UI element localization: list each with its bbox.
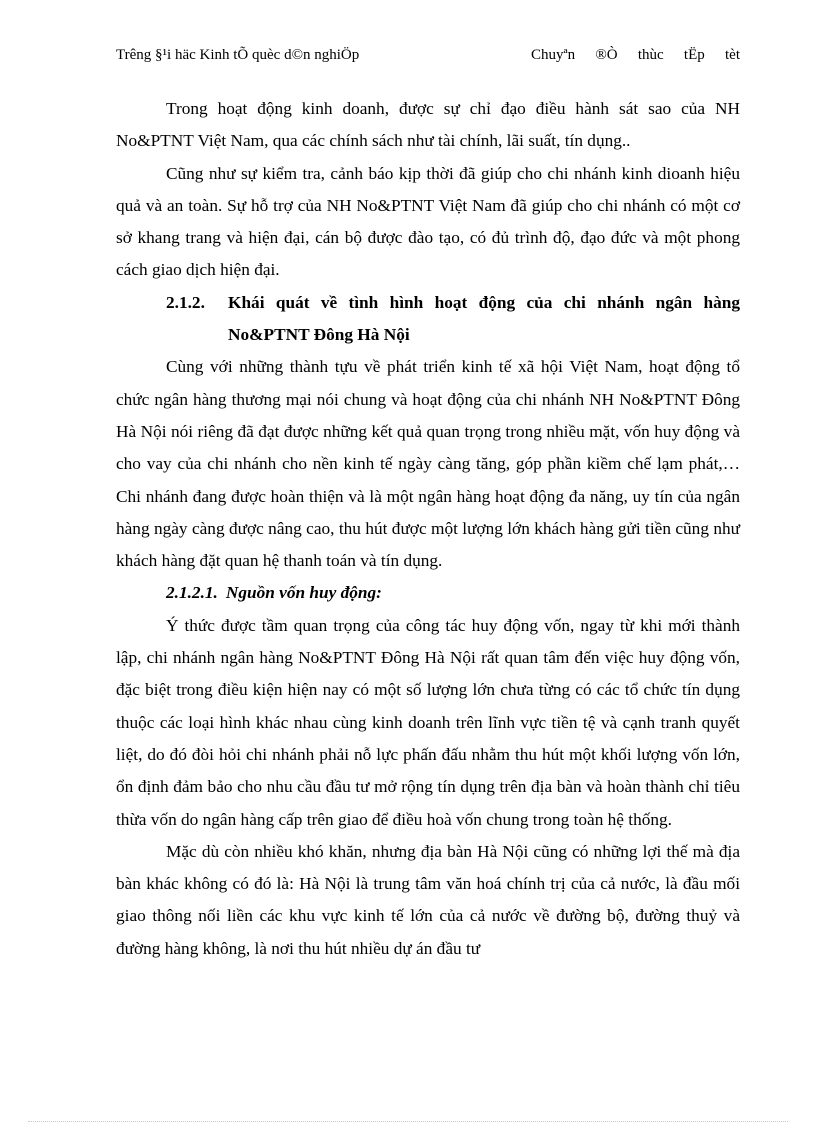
section-heading-2-1-2 <box>116 287 740 352</box>
subsection-title: Nguồn vốn huy động: <box>225 583 382 603</box>
header-left-text: Trêng §¹i häc Kinh tÕ quèc d©n nghiÖp <box>116 47 360 63</box>
subsection-number: 2.1.2.1. <box>166 583 218 603</box>
paragraph-1: Trong hoạt động kinh doanh, được sự chỉ đạo điều hành sát sao của NH No&PTNT Việt Nam, qua các chính sách như tài chính, lãi suất, tín dụng.. <box>116 99 740 151</box>
section-number: 2.1.2. <box>166 292 205 312</box>
document-body <box>116 93 740 965</box>
paragraph-2: Cũng như sự kiểm tra, cảnh báo kịp thời đã giúp cho chi nhánh kinh dioanh hiệu quả và an toàn. Sự hỗ trợ của NH No&PTNT Việt Nam đã giúp cho chi nhánh có một cơ sở khang trang và hiện đại, cán bộ được đào tạo, có đủ trình độ, đạo đức và một phong cách giao dịch hiện đại. <box>116 163 740 280</box>
paragraph-4: Ý thức được tầm quan trọng của công tác huy động vốn, ngay từ khi mới thành lập, chi nhánh ngân hàng No&PTNT Đông Hà Nội rất quan tâm đến việc huy động vốn, đặc biệt trong điều kiện hiện nay có một số lượng lớn chưa từng có các tổ chức tín dụng thuộc các loại hình khác nhau cùng kinh doanh trên lĩnh vực tiền tệ và cạnh tranh quyết liệt, do đó đòi hỏi chi nhánh phải nỗ lực phấn đấu nhằm thu hút một khối lượng vốn lớn, ổn định đảm bảo cho nhu cầu đầu tư mở rộng tín dụng trên địa bàn và hoàn thành chỉ tiêu thừa vốn do ngân hàng cấp trên giao để điều hoà vốn chung trong toàn hệ thống. <box>116 615 740 829</box>
subsection-heading-2-1-2-1 <box>116 577 740 609</box>
page-bottom-dotted-line <box>28 1121 788 1122</box>
section-title: Khái quát về tình hình hoạt động của chi nhánh ngân hàng No&PTNT Đông Hà Nội <box>228 292 740 345</box>
paragraph-5: Mặc dù còn nhiều khó khăn, nhưng địa bàn Hà Nội cũng có những lợi thế mà địa bàn khác không có đó là: Hà Nội là trung tâm văn hoá chính trị của cả nước, là đầu mối giao thông nối liền các khu vực kinh tế lớn của cả nước về đường bộ, đường thuỷ và đường hàng không, là nơi thu hút nhiều dự án đầu tư <box>116 841 740 958</box>
header-right-text: Chuyªn ®Ò thùc tËp tèt <box>531 47 740 63</box>
paragraph-3: Cùng với những thành tựu về phát triển kinh tế xã hội Việt Nam, hoạt động tổ chức ngân hàng thương mại nói chung và hoạt động của chi nhánh NH No&PTNT Đông Hà Nội nói riêng đã đạt được những kết quả quan trọng trong nhiều mặt, vốn huy động và cho vay của chi nhánh cho nền kinh tế ngày càng tăng, góp phần kiềm chế lạm phát,… Chi nhánh đang được hoàn thiện và là một ngân hàng hoạt động đa năng, uy tín của ngân hàng ngày càng được nâng cao, thu hút được một lượng lớn khách hàng gửi tiền cũng như khách hàng đặt quan hệ thanh toán và tín dụng. <box>116 357 740 571</box>
